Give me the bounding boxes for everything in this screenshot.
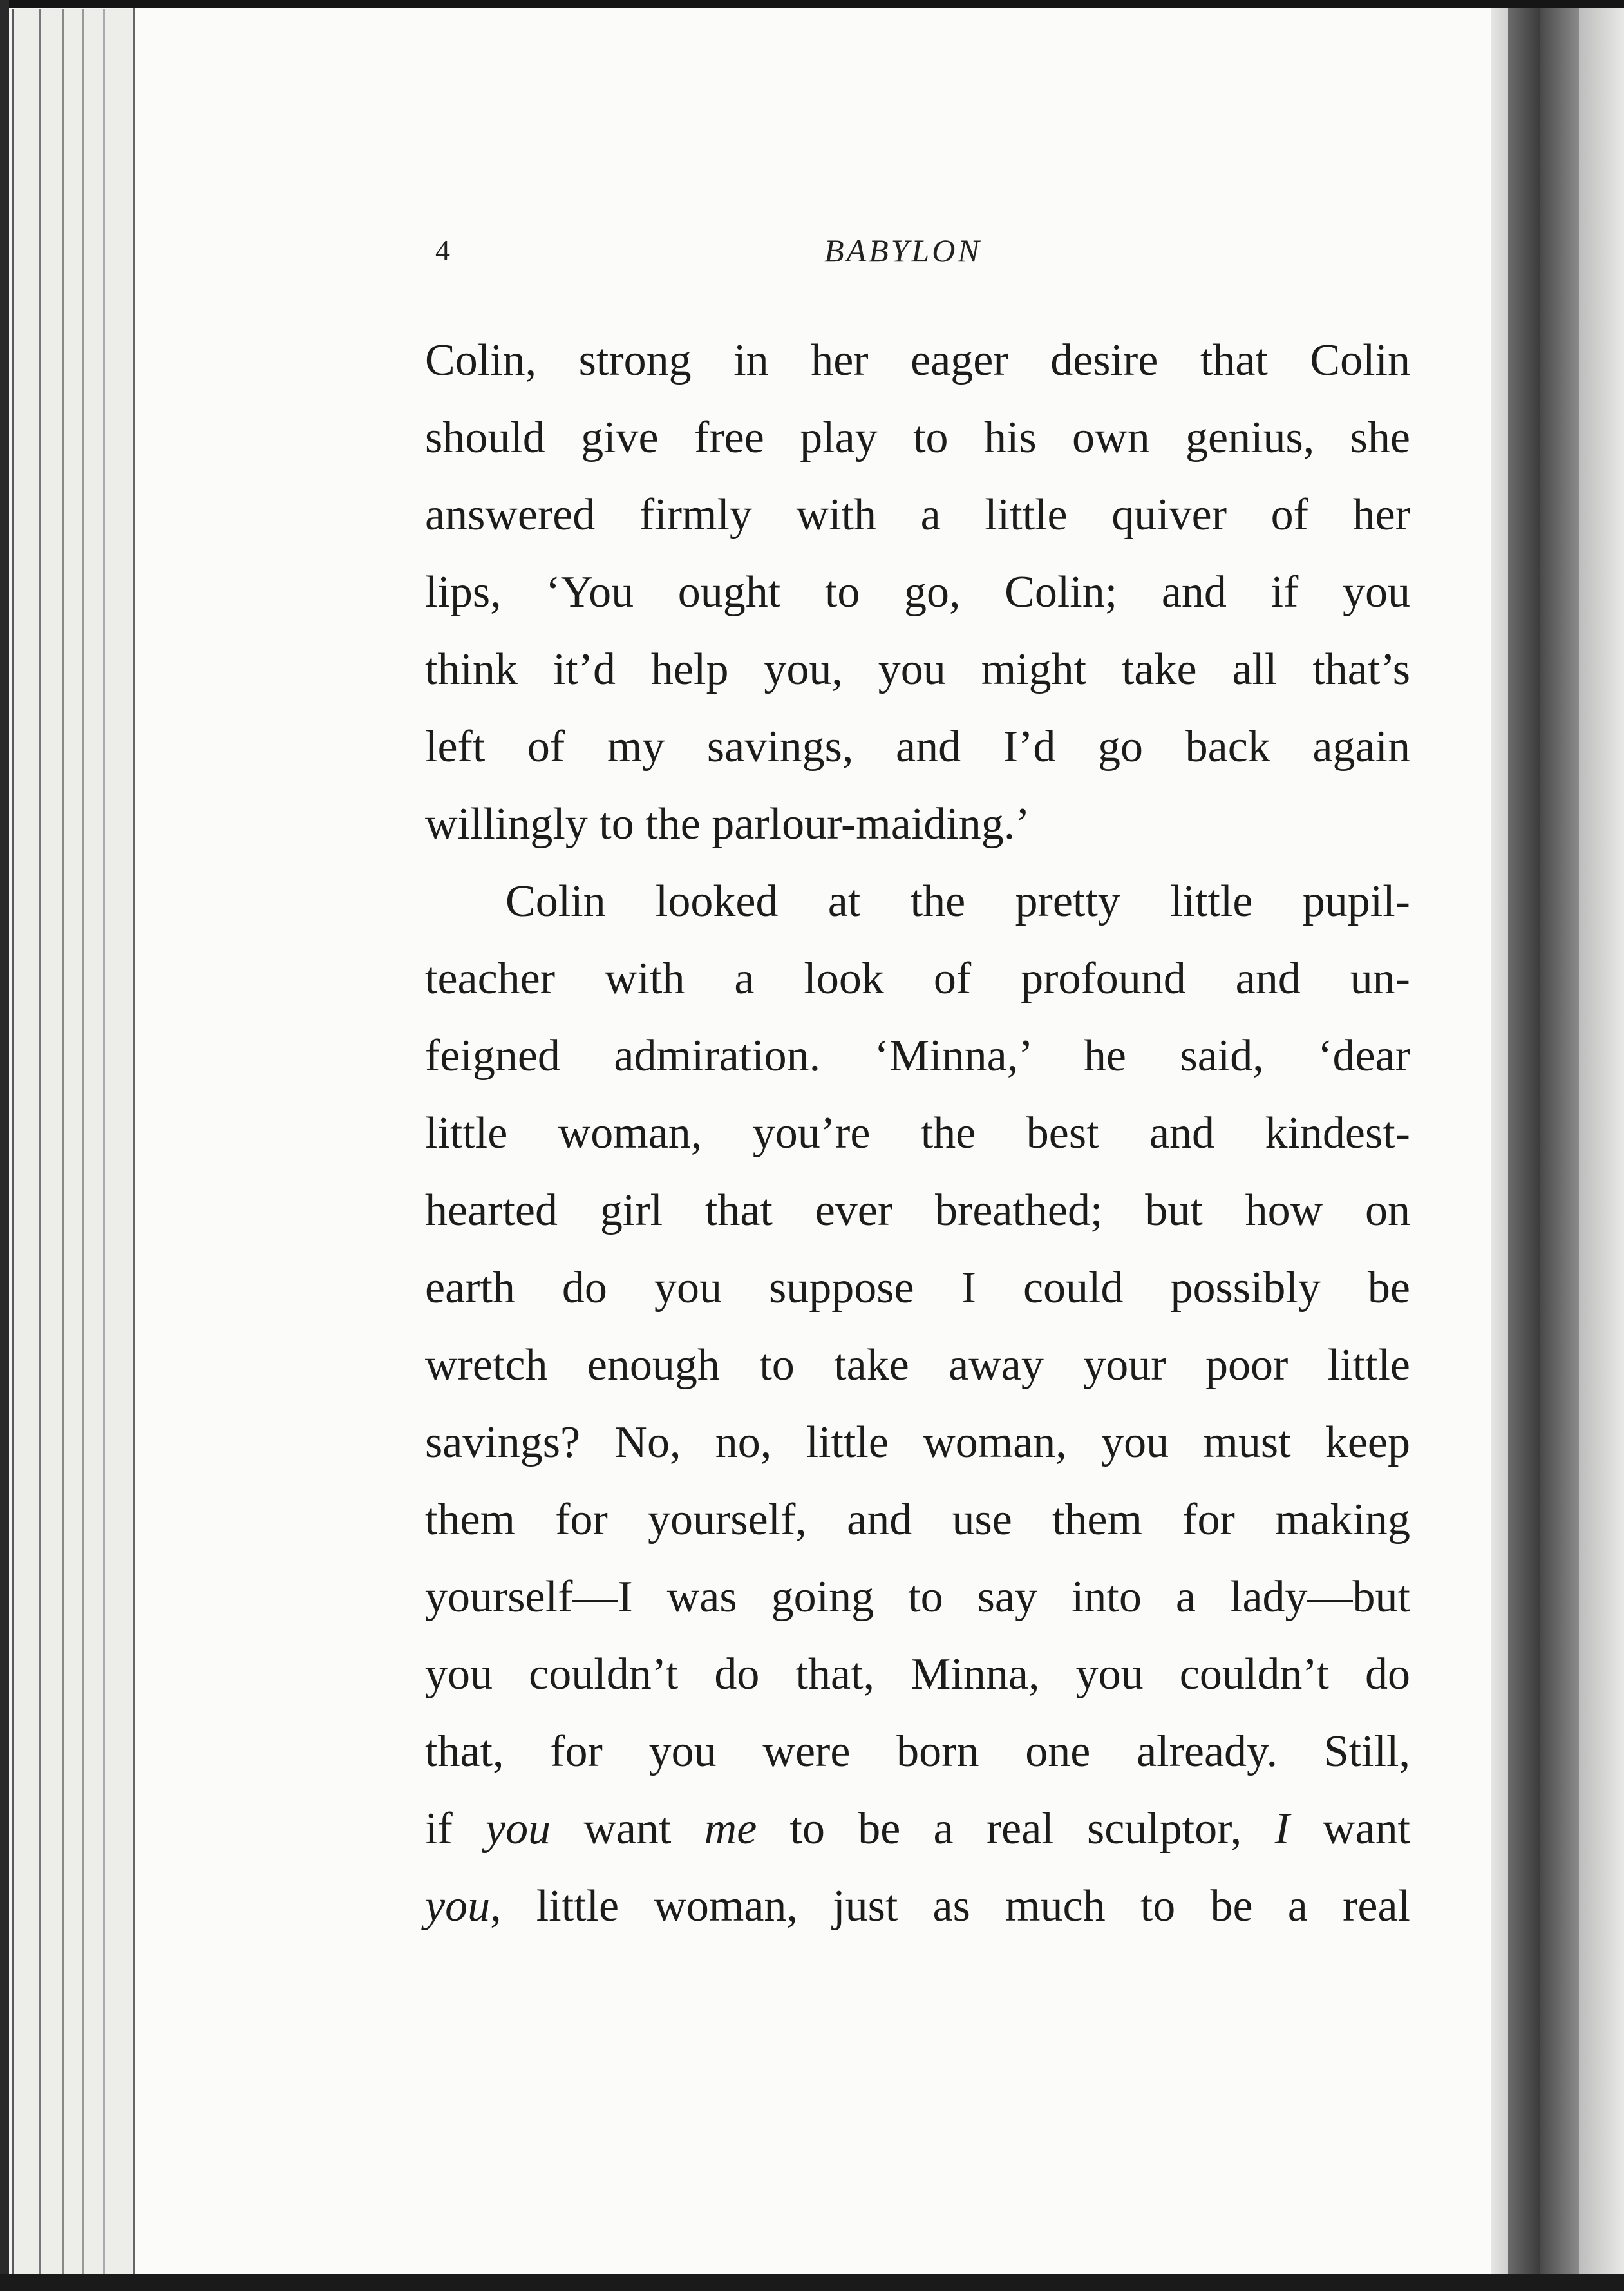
text-run: want	[583, 1804, 672, 1854]
text-line: willingly to the parlour-maiding.’	[425, 799, 1030, 849]
facing-page-edge	[1579, 8, 1624, 2274]
text-line: little woman, you’re the best and kindest-	[425, 1108, 1410, 1158]
text-line-with-emphasis	[425, 1803, 1410, 1855]
scan-border-left	[0, 0, 9, 2291]
text-line: Colin, strong in her eager desire that Colin	[425, 336, 1410, 385]
scan-border-top	[0, 0, 1624, 8]
book-spine	[1540, 8, 1579, 2274]
text-line: lips, ‘You ought to go, Colin; and if you	[425, 567, 1410, 617]
text-line: answered firmly with a little quiver of her	[425, 490, 1410, 540]
text-line-with-emphasis	[425, 1881, 1410, 1932]
page-number: 4	[435, 234, 450, 267]
emphasized-word: I	[1274, 1804, 1290, 1854]
text-line: earth do you suppose I could possibly be	[425, 1263, 1410, 1313]
text-line: think it’d help you, you might take all that’s	[425, 645, 1410, 694]
text-run: if	[425, 1804, 453, 1854]
emphasized-word: me	[704, 1804, 757, 1854]
gutter-shadow	[1491, 8, 1508, 2274]
text-line: savings? No, no, little woman, you must keep	[425, 1418, 1410, 1467]
running-title: BABYLON	[824, 233, 982, 269]
text-run: want	[1323, 1804, 1411, 1854]
text-run: , little woman, just as much to be a real	[490, 1881, 1410, 1931]
text-line: them for yourself, and use them for making	[425, 1495, 1410, 1545]
emphasized-word: you	[486, 1804, 551, 1854]
emphasized-word: you	[425, 1881, 491, 1931]
text-line: you couldn’t do that, Minna, you couldn’t do	[425, 1649, 1410, 1699]
text-line: that, for you were born one already. Still,	[425, 1727, 1410, 1776]
text-line: Colin looked at the pretty little pupil-	[505, 877, 1410, 926]
text-line: left of my savings, and I’d go back again	[425, 722, 1410, 772]
text-line: teacher with a look of profound and un-	[425, 954, 1410, 1003]
text-line: should give free play to his own genius, she	[425, 413, 1410, 462]
text-line: wretch enough to take away your poor little	[425, 1340, 1410, 1390]
text-line: feigned admiration. ‘Minna,’ he said, ‘dear	[425, 1031, 1410, 1081]
scan-border-bottom	[0, 2274, 1624, 2291]
gutter-shadow	[1508, 8, 1540, 2274]
text-line: yourself—I was going to say into a lady—but	[425, 1572, 1410, 1622]
text-run: to be a real sculptor,	[789, 1804, 1242, 1854]
text-line: hearted girl that ever breathed; but how on	[425, 1186, 1410, 1235]
